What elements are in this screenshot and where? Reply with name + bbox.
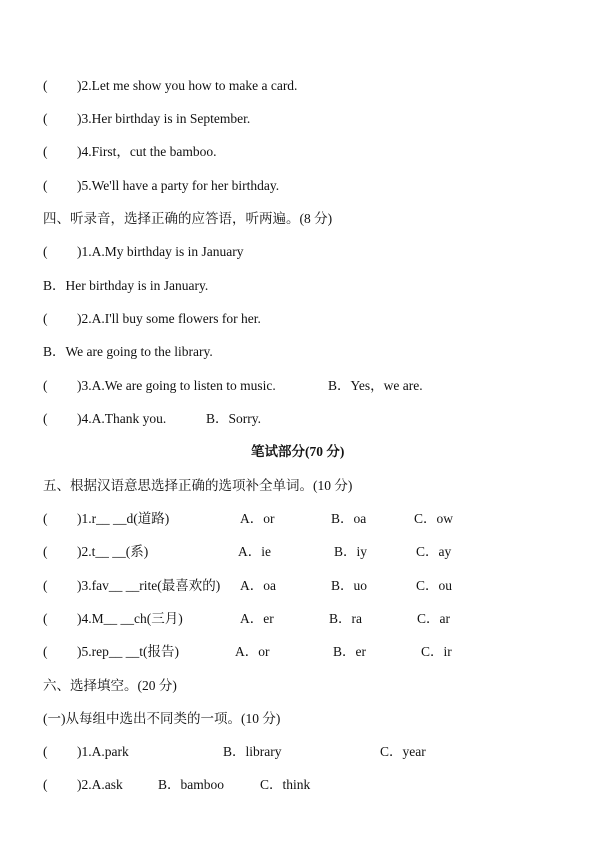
question-row: ( )1.A.My birthday is in January [43,244,244,259]
question-row: ( )5.We'll have a party for her birthday. [43,178,280,193]
option-line: B．We are going to the library. [43,344,213,359]
option-a: A．or [235,644,270,659]
option-c: C．ar [417,611,450,626]
question-row: ( )1.r__ __d(道路) [43,511,170,526]
option-a: A．or [240,511,275,526]
option-b: B．uo [331,578,368,593]
question-row: ( )1.A.park [43,744,129,759]
section-heading: 四、听录音，选择正确的应答语，听两遍。(8 分) [43,211,333,226]
option-b: B．library [223,744,282,759]
option-c: C．year [380,744,426,759]
question-row: ( )2.A.I'll buy some flowers for her. [43,311,261,326]
option-b: B．Yes，we are. [328,378,423,393]
option-line: B．Her birthday is in January. [43,278,209,293]
subsection-heading: (一)从每组中选出不同类的一项。(10 分) [43,711,281,726]
option-c: C．ir [421,644,452,659]
option-c: C．think [260,777,311,792]
question-row: ( )4.M__ __ch(三月) [43,611,183,626]
option-b: B．er [333,644,366,659]
option-c: C．ow [414,511,454,526]
question-row: ( )4.A.Thank you. [43,411,167,426]
question-row: ( )2.Let me show you how to make a card. [43,78,298,93]
question-row: ( )3.A.We are going to listen to music. [43,378,276,393]
option-a: A．oa [240,578,276,593]
question-row: ( )3.Her birthday is in September. [43,111,251,126]
option-b: B．ra [329,611,362,626]
question-row: ( )2.t__ __(系) [43,544,149,559]
option-c: C．ay [416,544,452,559]
option-b: B．bamboo [158,777,224,792]
question-row: ( )2.A.ask [43,777,123,792]
option-b: B．iy [334,544,368,559]
written-part-title: 笔试部分(70 分) [251,444,345,459]
option-b: B．oa [331,511,367,526]
question-row: ( )3.fav__ __rite(最喜欢的) [43,578,221,593]
question-row: ( )4.First，cut the bamboo. [43,144,217,159]
option-b: B．Sorry. [206,411,262,426]
option-a: A．ie [238,544,271,559]
section-heading: 六、选择填空。(20 分) [43,678,177,693]
question-row: ( )5.rep__ __t(报告) [43,644,179,659]
option-a: A．er [240,611,274,626]
option-c: C．ou [416,578,453,593]
section-heading: 五、根据汉语意思选择正确的选项补全单词。(10 分) [43,478,353,493]
